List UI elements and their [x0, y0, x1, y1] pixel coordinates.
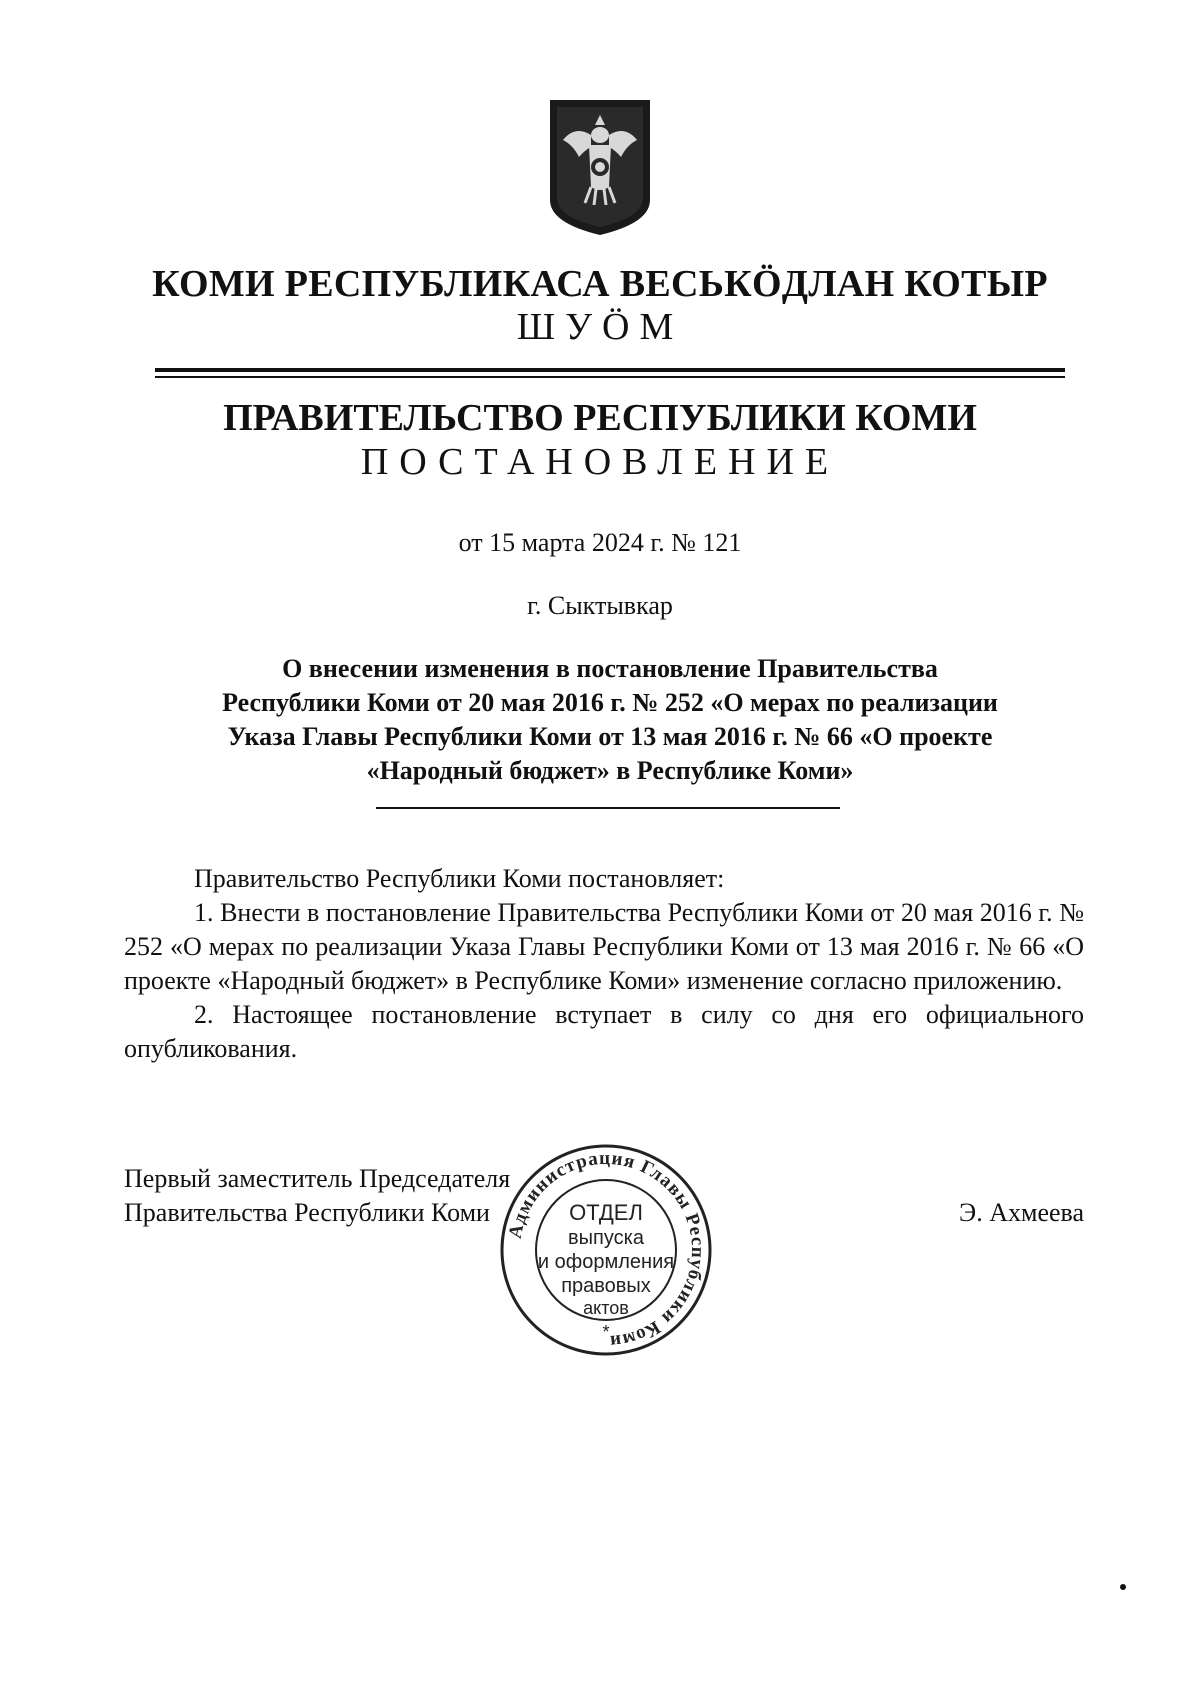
- signatory-position-line: Первый заместитель Председателя: [124, 1164, 511, 1193]
- signatory-name: Э. Ахмеева: [959, 1198, 1084, 1227]
- stamp-center-line: ОТДЕЛ: [569, 1200, 643, 1225]
- stamp-ring-text: Администрация Главы Республики Коми: [504, 1147, 709, 1353]
- komi-government-title: КОМИ РЕСПУБЛИКАСА ВЕСЬКӦДЛАН КОТЫР: [152, 263, 1048, 305]
- stamp-center-line: актов: [583, 1298, 629, 1318]
- stamp-star-mark: *: [602, 1322, 610, 1342]
- subject-underline: [376, 807, 840, 809]
- stamp-center-line: правовых: [561, 1275, 651, 1297]
- subject-line: Республики Коми от 20 мая 2016 г. № 252 «О мерах по реализации: [222, 688, 998, 717]
- subject-line: Указа Главы Республики Коми от 13 мая 2016 г. № 66 «О проекте: [227, 722, 993, 751]
- komi-document-type: ШУӦМ: [516, 306, 684, 348]
- document-type: ПОСТАНОВЛЕНИЕ: [360, 441, 840, 483]
- scan-dot-mark: [1120, 1584, 1126, 1590]
- document-subject: [160, 652, 1060, 788]
- document-city: г. Сыктывкар: [527, 591, 673, 620]
- coat-of-arms-emblem: [545, 95, 655, 240]
- body-preamble: Правительство Республики Коми постановляет:: [194, 864, 725, 893]
- government-title: ПРАВИТЕЛЬСТВО РЕСПУБЛИКИ КОМИ: [223, 397, 977, 439]
- subject-line: «Народный бюджет» в Республике Коми»: [366, 756, 854, 785]
- stamp-center-line: выпуска: [568, 1227, 644, 1249]
- document-body: [124, 862, 1084, 1066]
- header-divider-thin: [155, 376, 1065, 378]
- signatory-position-line: Правительства Республики Коми: [124, 1198, 490, 1227]
- subject-line: О внесении изменения в постановление Правительства: [282, 654, 938, 683]
- stamp-center-line: и оформления: [537, 1251, 675, 1273]
- signatory-position: [124, 1162, 510, 1230]
- document-date-number: от 15 марта 2024 г. № 121: [458, 528, 742, 557]
- header-divider-thick: [155, 368, 1065, 372]
- official-stamp: [496, 1140, 716, 1360]
- body-item-1: 1. Внести в постановление Правительства Республики Коми от 20 мая 2016 г. № 252 «О мерах по реализации Указа Главы Республики Коми от 13 мая 2016 г. № 66 «О проекте «Народный бюджет» в Республике Коми» изменение согласно приложению.: [124, 898, 1084, 995]
- body-item-2: 2. Настоящее постановление вступает в силу со дня его официального опубликования.: [124, 1000, 1084, 1063]
